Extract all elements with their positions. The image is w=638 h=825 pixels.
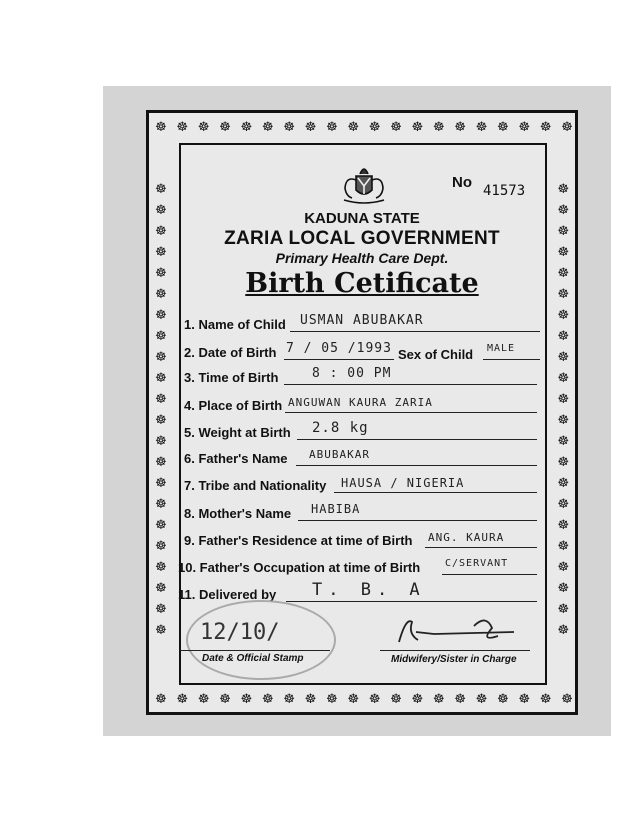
department-heading: Primary Health Care Dept. — [275, 250, 449, 266]
ornament-icon: ☸ — [155, 413, 167, 428]
ornament-icon: ☸ — [432, 692, 445, 707]
ornament-icon: ☸ — [261, 120, 274, 135]
fathers-residence-value: ANG. KAURA — [428, 531, 505, 544]
ornament-icon: ☸ — [261, 692, 274, 707]
sex-of-child-label: Sex of Child — [398, 347, 474, 362]
fathers-occupation-line — [442, 574, 537, 575]
ornament-icon: ☸ — [155, 602, 167, 617]
ornament-icon: ☸ — [155, 539, 167, 554]
ornament-icon: ☸ — [155, 392, 167, 407]
ornament-icon: ☸ — [326, 120, 338, 135]
ornament-icon: ☸ — [557, 497, 569, 512]
fathers-occupation-label: 10. Father's Occupation at time of Birth — [178, 560, 421, 575]
ornament-icon: ☸ — [390, 120, 402, 135]
ornament-icon: ☸ — [155, 287, 167, 302]
ornament-icon: ☸ — [539, 120, 552, 135]
ornament-icon: ☸ — [539, 692, 552, 707]
ornament-icon: ☸ — [411, 120, 424, 135]
delivered-by-line — [286, 601, 537, 602]
coat-of-arms-icon — [338, 156, 390, 206]
ornament-icon: ☸ — [283, 120, 295, 135]
ornament-icon: ☸ — [155, 692, 167, 707]
ornament-icon: ☸ — [557, 224, 569, 239]
ornament-icon: ☸ — [368, 692, 381, 707]
ornament-border-bottom — [155, 693, 573, 706]
ornament-icon: ☸ — [155, 581, 167, 596]
fathers-residence-line — [425, 547, 537, 548]
sex-of-child-value: MALE — [487, 343, 516, 354]
ornament-icon: ☸ — [368, 120, 381, 135]
certificate-number: 41573 — [483, 183, 526, 199]
ornament-icon: ☸ — [557, 392, 569, 407]
ornament-icon: ☸ — [155, 371, 167, 386]
weight-at-birth-label: 5. Weight at Birth — [184, 425, 291, 440]
ornament-icon: ☸ — [155, 245, 167, 260]
weight-at-birth-value: 2.8 kg — [312, 420, 369, 436]
time-of-birth-value: 8 : 00 PM — [312, 366, 392, 381]
date-of-birth-line — [284, 359, 394, 360]
ornament-icon: ☸ — [557, 287, 569, 302]
ornament-icon: ☸ — [561, 120, 573, 135]
ornament-icon: ☸ — [155, 476, 167, 491]
ornament-icon: ☸ — [240, 120, 253, 135]
ornament-icon: ☸ — [557, 329, 569, 344]
ornament-icon: ☸ — [557, 539, 569, 554]
ornament-icon: ☸ — [411, 692, 424, 707]
ornament-icon: ☸ — [155, 120, 167, 135]
ornament-icon: ☸ — [155, 434, 167, 449]
mothers-name-label: 8. Mother's Name — [184, 506, 292, 521]
stamp-caption: Date & Official Stamp — [202, 653, 304, 664]
ornament-icon: ☸ — [561, 692, 573, 707]
date-of-birth-value: 7 / 05 /1993 — [286, 341, 392, 356]
ornament-icon: ☸ — [497, 692, 509, 707]
ornament-icon: ☸ — [155, 203, 167, 218]
ornament-icon: ☸ — [347, 120, 360, 135]
ornament-icon: ☸ — [197, 692, 210, 707]
document-title: Birth Cetificate — [245, 268, 479, 299]
ornament-icon: ☸ — [518, 120, 531, 135]
ornament-icon: ☸ — [155, 182, 167, 197]
ornament-icon: ☸ — [176, 692, 189, 707]
ornament-icon: ☸ — [155, 560, 167, 575]
ornament-icon: ☸ — [557, 266, 569, 281]
ornament-icon: ☸ — [557, 308, 569, 323]
ornament-icon: ☸ — [283, 692, 295, 707]
fathers-name-line — [296, 465, 537, 466]
ornament-icon: ☸ — [155, 497, 167, 512]
ornament-icon: ☸ — [197, 120, 210, 135]
ornament-icon: ☸ — [557, 350, 569, 365]
ornament-icon: ☸ — [155, 308, 167, 323]
date-of-birth-label: 2. Date of Birth — [184, 345, 277, 360]
time-of-birth-line — [284, 384, 537, 385]
ornament-icon: ☸ — [219, 692, 231, 707]
ornament-icon: ☸ — [557, 245, 569, 260]
ornament-icon: ☸ — [557, 623, 569, 638]
fathers-name-label: 6. Father's Name — [184, 451, 288, 466]
ornament-icon: ☸ — [304, 120, 317, 135]
ornament-icon: ☸ — [176, 120, 189, 135]
ornament-icon: ☸ — [557, 560, 569, 575]
lga-heading: ZARIA LOCAL GOVERNMENT — [224, 228, 500, 249]
place-of-birth-line — [285, 412, 537, 413]
mothers-name-value: HABIBA — [311, 502, 361, 516]
sex-of-child-line — [483, 359, 540, 360]
ornament-icon: ☸ — [155, 518, 167, 533]
ornament-icon: ☸ — [557, 413, 569, 428]
ornament-icon: ☸ — [155, 455, 167, 470]
midwife-line — [380, 650, 530, 651]
name-of-child-line — [290, 331, 540, 332]
ornament-icon: ☸ — [475, 120, 488, 135]
weight-at-birth-line — [297, 439, 537, 440]
ornament-icon: ☸ — [155, 329, 167, 344]
tribe-nationality-label: 7. Tribe and Nationality — [184, 478, 327, 493]
ornament-icon: ☸ — [557, 518, 569, 533]
ornament-icon: ☸ — [155, 224, 167, 239]
fathers-occupation-value: C/SERVANT — [445, 558, 509, 569]
ornament-icon: ☸ — [155, 623, 167, 638]
ornament-icon: ☸ — [454, 692, 466, 707]
ornament-icon: ☸ — [557, 203, 569, 218]
ornament-icon: ☸ — [454, 120, 466, 135]
place-of-birth-value: ANGUWAN KAURA ZARIA — [288, 396, 433, 409]
ornament-border-top — [155, 121, 573, 134]
ornament-icon: ☸ — [240, 692, 253, 707]
ornament-icon: ☸ — [557, 602, 569, 617]
fathers-residence-label: 9. Father's Residence at time of Birth — [184, 533, 413, 548]
name-of-child-label: 1. Name of Child — [184, 317, 286, 332]
ornament-icon: ☸ — [557, 434, 569, 449]
mothers-name-line — [298, 520, 537, 521]
ornament-icon: ☸ — [347, 692, 360, 707]
stamp-line — [180, 650, 330, 651]
fathers-name-value: ABUBAKAR — [309, 448, 370, 461]
ornament-icon: ☸ — [557, 182, 569, 197]
midwife-signature-icon — [394, 612, 524, 652]
ornament-icon: ☸ — [475, 692, 488, 707]
ornament-icon: ☸ — [557, 581, 569, 596]
ornament-icon: ☸ — [557, 371, 569, 386]
state-heading: KADUNA STATE — [304, 210, 420, 227]
ornament-icon: ☸ — [326, 692, 338, 707]
tribe-nationality-value: HAUSA / NIGERIA — [341, 476, 465, 490]
certificate-number-label: No — [452, 174, 472, 191]
stamp-date: 12/10/ — [200, 620, 280, 645]
ornament-icon: ☸ — [432, 120, 445, 135]
midwife-caption: Midwifery/Sister in Charge — [391, 654, 517, 665]
ornament-icon: ☸ — [155, 266, 167, 281]
ornament-icon: ☸ — [557, 455, 569, 470]
ornament-icon: ☸ — [557, 476, 569, 491]
ornament-icon: ☸ — [304, 692, 317, 707]
place-of-birth-label: 4. Place of Birth — [184, 398, 283, 413]
ornament-icon: ☸ — [390, 692, 402, 707]
name-of-child-value: USMAN ABUBAKAR — [300, 313, 424, 328]
ornament-icon: ☸ — [518, 692, 531, 707]
delivered-by-label: 11. Delivered by — [178, 587, 277, 602]
time-of-birth-label: 3. Time of Birth — [184, 370, 279, 385]
tribe-nationality-line — [334, 492, 537, 493]
ornament-icon: ☸ — [155, 350, 167, 365]
ornament-icon: ☸ — [219, 120, 231, 135]
delivered-by-value: T. B. A — [312, 580, 426, 600]
ornament-icon: ☸ — [497, 120, 509, 135]
